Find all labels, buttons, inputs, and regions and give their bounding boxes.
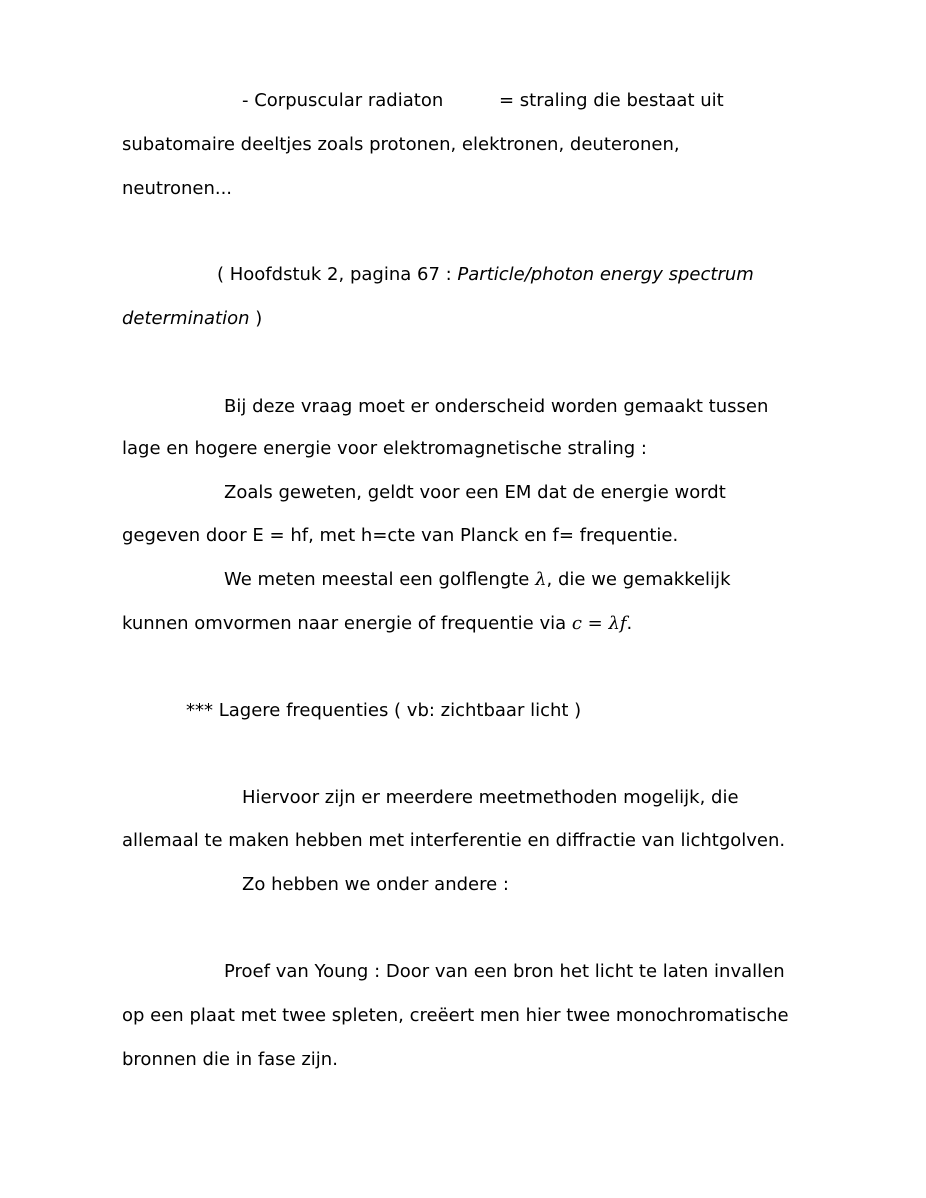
formula-c-lambda-f: c = λf — [571, 613, 627, 634]
reference-line-1 — [217, 264, 754, 286]
intro-p3-line-2 — [122, 613, 632, 635]
lower-freq-p1-line-1: Hiervoor zijn er meerdere meetmethoden mogelijk, die — [242, 787, 739, 808]
intro-p3-line-2-a: kunnen omvormen naar energie of frequentie via — [122, 613, 572, 634]
intro-p2-line-1: Zoals geweten, geldt voor een EM dat de energie wordt — [224, 482, 726, 503]
corpuscular-term: - Corpuscular radiaton — [242, 90, 444, 111]
young-line-1: Proef van Young : Door van een bron het licht te laten invallen — [224, 961, 785, 982]
young-line-2: op een plaat met twee spleten, creëert men hier twee monochromatische — [122, 1005, 789, 1026]
intro-p3-line-1-a: We meten meestal een golflengte — [224, 569, 536, 590]
reference-suffix: ) — [249, 308, 263, 329]
young-line-3: bronnen die in fase zijn. — [122, 1049, 338, 1070]
reference-prefix: ( Hoofdstuk 2, pagina 67 : — [217, 264, 458, 285]
intro-p1-line-1: Bij deze vraag moet er onderscheid worden gemaakt tussen — [224, 396, 769, 417]
corpuscular-definition-start: = straling die bestaat uit — [499, 90, 724, 111]
lower-freq-heading: *** Lagere frequenties ( vb: zichtbaar licht ) — [186, 700, 582, 721]
corpuscular-line-2: subatomaire deeltjes zoals protonen, elektronen, deuteronen, — [122, 134, 680, 155]
intro-p3-line-1 — [224, 569, 731, 591]
reference-title-part-1: Particle/photon energy spectrum — [457, 264, 754, 285]
corpuscular-line-3: neutronen... — [122, 178, 233, 199]
lambda-symbol: λ — [535, 569, 547, 590]
lower-freq-p1-line-2: allemaal te maken hebben met interferentie en diffractie van lichtgolven. — [122, 830, 786, 851]
reference-title-part-2: determination — [122, 308, 250, 329]
reference-line-2 — [122, 308, 262, 330]
lower-freq-p2-line-1: Zo hebben we onder andere : — [242, 874, 509, 895]
intro-p1-line-2: lage en hogere energie voor elektromagnetische straling : — [122, 438, 647, 459]
intro-p3-line-1-b: , die we gemakkelijk — [546, 569, 731, 590]
intro-p2-line-2: gegeven door E = hf, met h=cte van Planck en f= frequentie. — [122, 525, 679, 546]
intro-p3-line-2-b: . — [626, 613, 633, 634]
